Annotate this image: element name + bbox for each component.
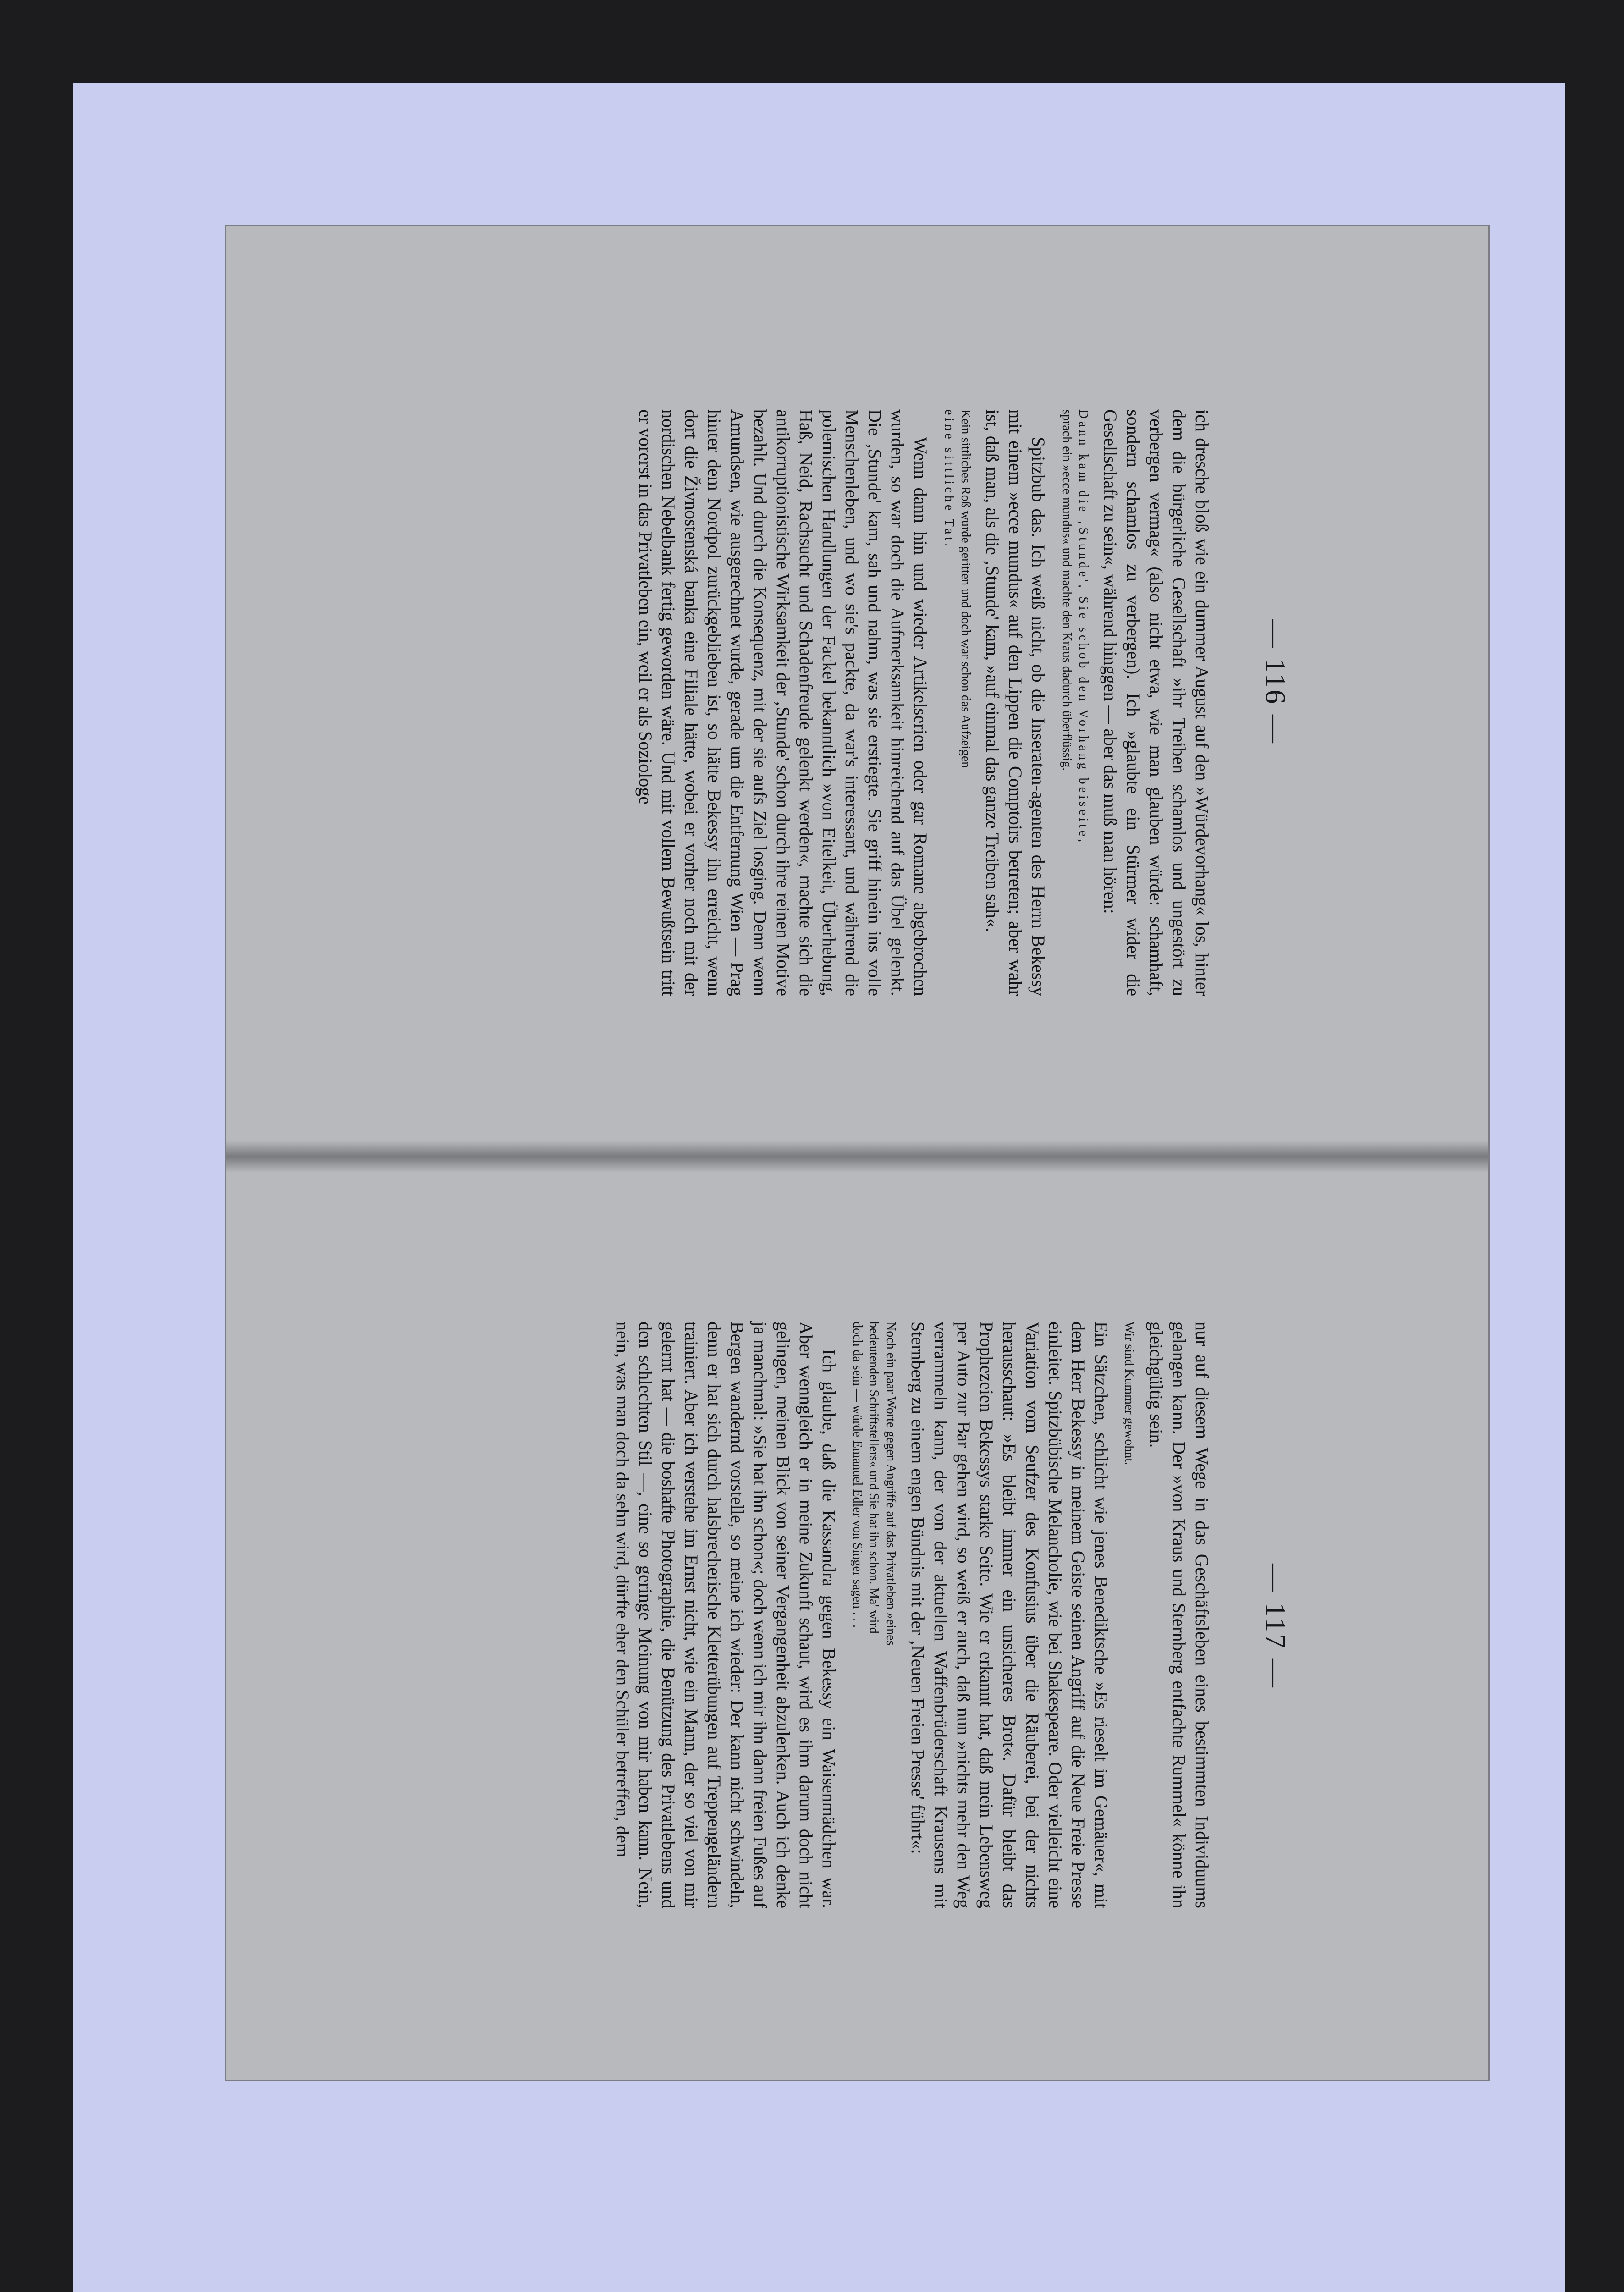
book-gutter — [226, 1140, 1488, 1173]
text-column — [627, 409, 1213, 996]
page-number: — 117 — — [1260, 1564, 1291, 1689]
quote-note: Wir sind Kummer gewohnt. — [1122, 1322, 1136, 1466]
quote-line: Kein sittliches Roß wurde geritten und doch war schon das Aufzeigen — [958, 409, 973, 768]
quote-line: sprach ein »ecce mundus« und machte den Kraus dadurch überflüssig. — [1059, 409, 1074, 771]
paragraph: Ich glaube, daß die Kassandra gegen Bekessy ein Waisenmädchen war. Aber wenngleich er in meine Zukunft schaut, wird es ihm darum doch nicht gelingen, meinen Blick von seiner Vergangenheit abzulenken. Auch ich denke ja manchmal: »Sie hat ihn schon«; doch wenn ich mir ihn dann freien Fußes auf Bergen wandernd vorstelle, so meine ich wieder: Der kann nicht schwindeln, denn er hat sich durch halsbrecherische Kletterübungen auf Treppengeländern trainiert. Aber ich verstehe im Ernst nicht, wie ein Mann, der so viel von mir gelernt hat — die boshafte Photographie, die Benützung des Privatlebens und den schlechten Stil —, eine so geringe Meinung von mir haben kann. Nein, nein, was man doch da sehn wird, dürfte eher den Schüler betreffen, dem — [612, 1322, 840, 1908]
book-spread — [225, 225, 1490, 2081]
quote-note — [1058, 409, 1091, 996]
paragraph: Wenn dann hin und wieder Artikelserien oder gar Romane abgebrochen wurden, so war doch die Aufmerksamkeit hinreichend auf das Übel gelenkt. Die ‚Stunde' kam, sah und nahm, was sie erstiegte. Sie griff hinein ins volle Menschenleben, und wo sie's packte, da war's interessant, und während die polemischen Handlungen der Fackel bekanntlich »von Eitelkeit, Überhebung, Haß, Neid, Rachsucht und Schadenfreude gelenkt werden«, machte sich die antikorruptionistische Wirksamkeit der ‚Stunde' schon durch ihre reinen Motive bezahlt. Und durch die Konsequenz, mit der sie aufs Ziel losging. Denn wenn Amundsen, wie ausgerechnet wurde, gerade um die Entfernung Wien — Prag hinter dem Nordpol zurückgeblieben ist, so hätte Bekessy ihn erreicht, wenn dort die Živnostenská banka eine Filiale hätte, wobei er vorher noch mit der nordischen Nebelbank fertig geworden wäre. Und mit vollem Bewußtsein tritt er vorerst in das Privatleben ein, weil er als Soziologe — [635, 409, 931, 996]
rotated-book-spread — [225, 225, 1490, 2081]
quote-line: Dann kam die ‚Stunde', Sie schob den Vorhang beiseite, — [1076, 409, 1090, 845]
paragraph: Ein Sätzchen, schlicht wie jenes Benediktsche »Es rieselt im Gemäuer«, mit dem Herr Bekessy in meinem Geiste seinen Angriff auf die Neue Freie Presse einleitet. Spitzbübische Melancholie, wie bei Shakespeare. Oder vielleicht eine Variation vom Seufzer des Konfusius über die Räuberei, bei der nichts herausschaut: »Es bleibt immer ein unsicheres Brot«. Dafür bleibt das Prophezeien Bekessys starke Seite. Wie er erkannt hat, daß mein Lebensweg per Auto zur Bar gehen wird, so weiß er auch, daß nun »nichts mehr den Weg verrammeln kann, der von der aktuellen Waffenbrüderschaft Krausens mit Sternberg zu einem engen Bündnis mit der ‚Neuen Freien Presse' führt«: — [907, 1322, 1112, 1908]
text-column — [604, 1322, 1213, 1908]
paragraph: ich dresche bloß wie ein dummer August auf den »Würdevorhang« los, hinter dem die bürgerliche Gesellschaft »ihr Treiben schamlos und ungestört zu verbergen vermag« (also nicht etwa, wie man glauben würde: schamhaft, sondern schamlos zu verbergen). Ich »glaubte ein Stürmer wider die Gesellschaft zu sein«, während hinggen — aber das muß man hören: — [1100, 409, 1212, 996]
paragraph: Spitzbub das. Ich weiß nicht, ob die Inseraten-agenten des Herrn Bekessy mit einem »ecce mundus« auf den Lippen die Comptoirs betreten; aber wahr ist, daß man, als die ‚Stunde' kam, »auf einmal das ganze Treiben sah«. — [982, 409, 1049, 996]
scan-background — [73, 83, 1565, 2292]
page-117 — [226, 1170, 1488, 2083]
quote-line: Noch ein paar Worte gegen Angriffe auf das Privatleben »eines — [883, 1322, 898, 1646]
quote-line: eine sittliche Tat. — [941, 409, 956, 550]
page-116 — [226, 226, 1488, 1138]
quote-line: doch da sein — würde Emanuel Edler von Singer sagen . . . — [850, 1322, 864, 1628]
quote-line: bedeutenden Schriftstellers« und Sie hat ihn schon. Ma' wird — [867, 1322, 881, 1634]
quote-note — [848, 1322, 898, 1908]
page-number: — 116 — — [1260, 619, 1291, 745]
quote-note — [940, 409, 974, 996]
paragraph: nur auf diesem Wege in das Geschäftsleben eines bestimmten Individuums gelangen kann. Der »von Kraus und Sternberg entfachte Rummel« könne ihn gleichgültig sein. — [1146, 1322, 1212, 1908]
